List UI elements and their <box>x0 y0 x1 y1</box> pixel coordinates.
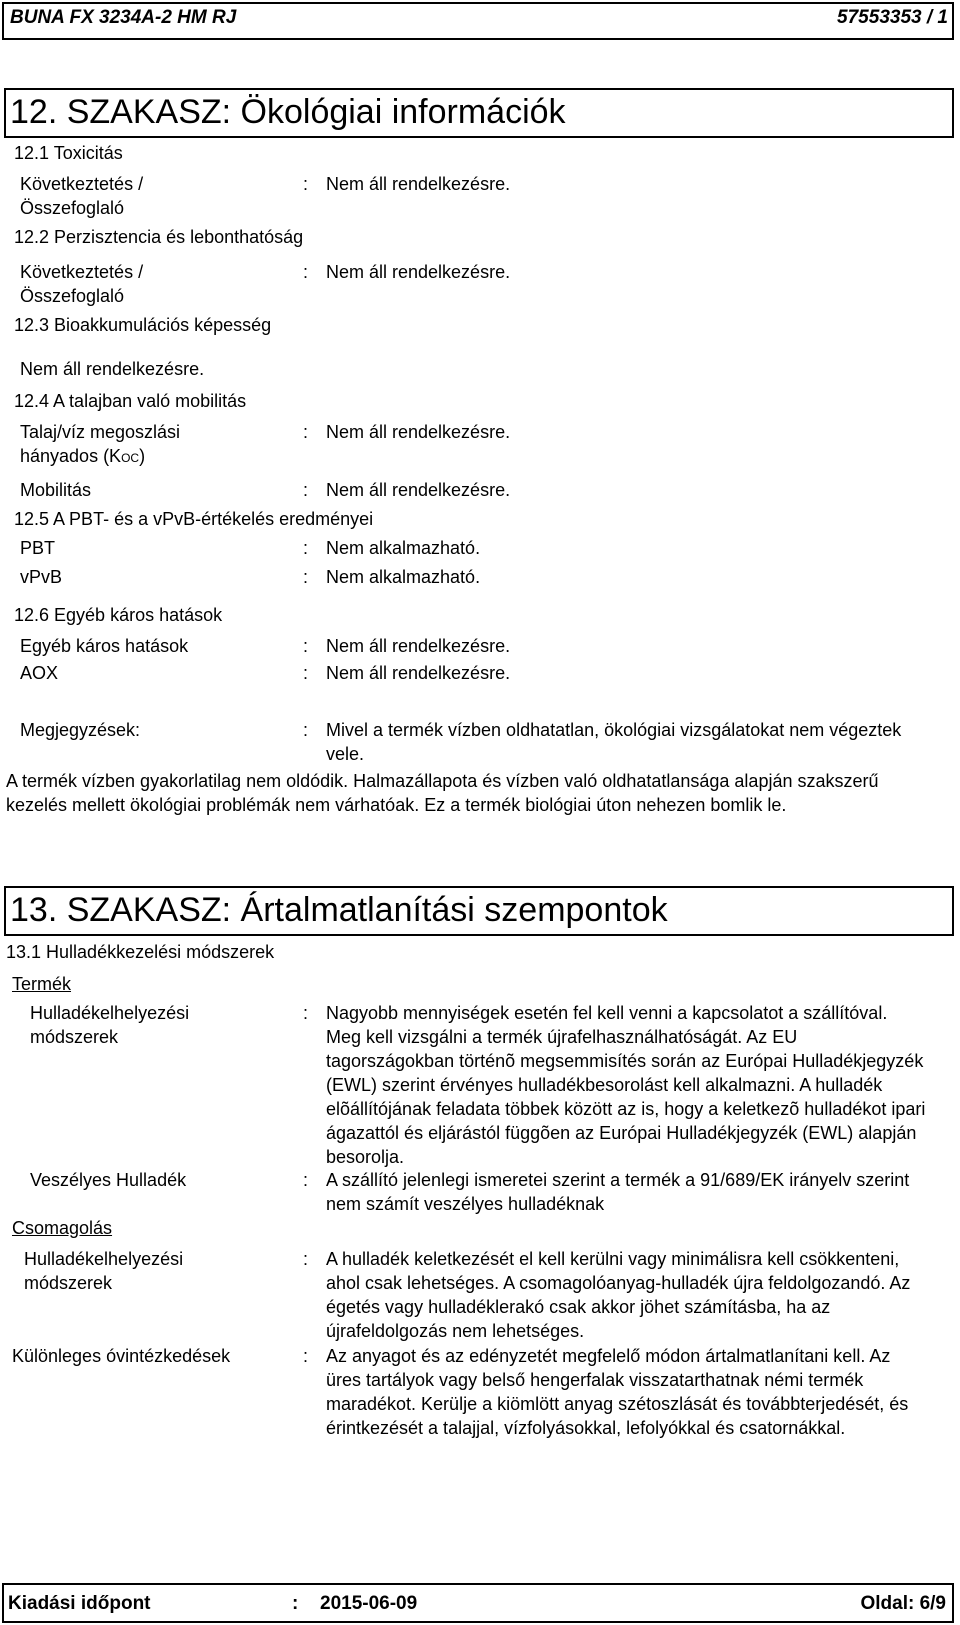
other-effects-label: Egyéb káros hatások <box>20 636 189 656</box>
packaging-disposal-value: A hulladék keletkezését el kell kerülni vagy minimálisra kell csökkenteni, ahol csak lehetséges. A csomagolóanyag-hulladék újra feldolgozandó. Az égetés vagy hulladéklerakó csak akkor jöhet számításba, ha az újrafeldolgozás nem lehetséges. <box>326 1249 911 1341</box>
mobility-label: Mobilitás <box>20 480 92 500</box>
notes-label: Megjegyzések: <box>20 720 141 740</box>
bioaccumulation-text: Nem áll rendelkezésre. <box>20 359 205 379</box>
subsection-12-2-title: 12.2 Perzisztencia és lebonthatóság <box>14 227 304 247</box>
product-name: BUNA FX 3234A-2 HM RJ <box>10 7 237 28</box>
special-precautions-value: Az anyagot és az edényzetét megfelelő módon ártalmatlanítani kell. Az üres tartályok vagy belső hengerfalak visszatarthatnak némi termék maradékot. Kerülje a kiömlött anyag szétoszlását és továbbterjedését, és érintkezését a talajjal, vízfolyásokkal, lefolyókkal és csatornákkal. <box>326 1346 909 1438</box>
toxicity-label: Következtetés / Összefoglaló <box>20 174 144 218</box>
aox-label: AOX <box>20 663 59 683</box>
pbt-label: PBT <box>20 538 56 558</box>
issue-date-value: 2015-06-09 <box>320 1593 418 1614</box>
vpvb-label: vPvB <box>20 567 63 587</box>
aox-value: Nem áll rendelkezésre. <box>326 663 511 683</box>
colon: : <box>303 567 309 587</box>
mobility-value: Nem áll rendelkezésre. <box>326 480 511 500</box>
colon: : <box>292 1593 299 1614</box>
subsection-12-6-title: 12.6 Egyéb káros hatások <box>14 605 223 625</box>
subsection-12-3-title: 12.3 Bioakkumulációs képesség <box>14 315 272 335</box>
document-code: 57553353 / 1 <box>837 7 948 28</box>
colon: : <box>303 174 309 194</box>
subsection-12-4-title: 12.4 A talajban való mobilitás <box>14 391 247 411</box>
notes-value: Mivel a termék vízben oldhatatlan, ökológiai vizsgálatokat nem végeztek vele. <box>326 720 902 764</box>
colon: : <box>303 1003 309 1023</box>
colon: : <box>303 422 309 442</box>
koc-label-line1: Talaj/víz megoszlási <box>20 422 181 442</box>
colon: : <box>303 636 309 656</box>
colon: : <box>303 663 309 683</box>
issue-date-label: Kiadási időpont <box>8 1593 151 1614</box>
colon: : <box>303 262 309 282</box>
product-heading: Termék <box>12 974 72 994</box>
hazardous-waste-label: Veszélyes Hulladék <box>30 1170 187 1190</box>
packaging-disposal-label: Hulladékelhelyezési módszerek <box>24 1249 184 1293</box>
colon: : <box>303 1346 309 1366</box>
koc-label-line2: hányados (KOC) <box>20 446 146 466</box>
colon: : <box>303 1170 309 1190</box>
other-effects-value: Nem áll rendelkezésre. <box>326 636 511 656</box>
section-12-title: 12. SZAKASZ: Ökológiai információk <box>10 93 566 131</box>
vpvb-value: Nem alkalmazható. <box>326 567 481 587</box>
colon: : <box>303 720 309 740</box>
pbt-value: Nem alkalmazható. <box>326 538 481 558</box>
colon: : <box>303 480 309 500</box>
hazardous-waste-value: A szállító jelenlegi ismeretei szerint a termék a 91/689/EK irányelv szerint nem számít veszélyes hulladéknak <box>326 1170 910 1214</box>
subsection-12-5-title: 12.5 A PBT- és a vPvB-értékelés eredményei <box>14 509 374 529</box>
persistence-value: Nem áll rendelkezésre. <box>326 262 511 282</box>
special-precautions-label: Különleges óvintézkedések <box>12 1346 231 1366</box>
subsection-13-1-title: 13.1 Hulladékkezelési módszerek <box>6 942 275 962</box>
colon: : <box>303 1249 309 1269</box>
section-12-paragraph: A termék vízben gyakorlatilag nem oldódik. Halmazállapota és vízben való oldhatatlansága alapján szakszerű kezelés mellett ökológiai problémák nem várhatóak. Ez a termék biológiai úton nehezen bomlik le. <box>6 771 879 815</box>
subsection-12-1-title: 12.1 Toxicitás <box>14 143 123 163</box>
koc-value: Nem áll rendelkezésre. <box>326 422 511 442</box>
colon: : <box>303 538 309 558</box>
persistence-label: Következtetés / Összefoglaló <box>20 262 144 306</box>
disposal-methods-label: Hulladékelhelyezési módszerek <box>30 1003 190 1047</box>
toxicity-value: Nem áll rendelkezésre. <box>326 174 511 194</box>
section-13-title: 13. SZAKASZ: Ártalmatlanítási szempontok <box>10 891 668 929</box>
packaging-heading: Csomagolás <box>12 1218 113 1238</box>
disposal-methods-value: Nagyobb mennyiségek esetén fel kell venni a kapcsolatot a szállítóval. Meg kell vizsgálni a termék újrafelhasználhatóságát. Az EU tagországokban történõ megsemmisítés során az Európai Hulladékjegyzék (EWL) szerint érvényes hulladékbesorolást kell alkalmazni. A hulladék elõállítójának feladata többek között az is, hogy a keletkezõ hulladékot ipari ágazattól és eljárástól függõen az Európai Hulladékjegyzék (EWL) alapján besorolja. <box>326 1003 926 1167</box>
page-number: Oldal: 6/9 <box>860 1593 946 1614</box>
